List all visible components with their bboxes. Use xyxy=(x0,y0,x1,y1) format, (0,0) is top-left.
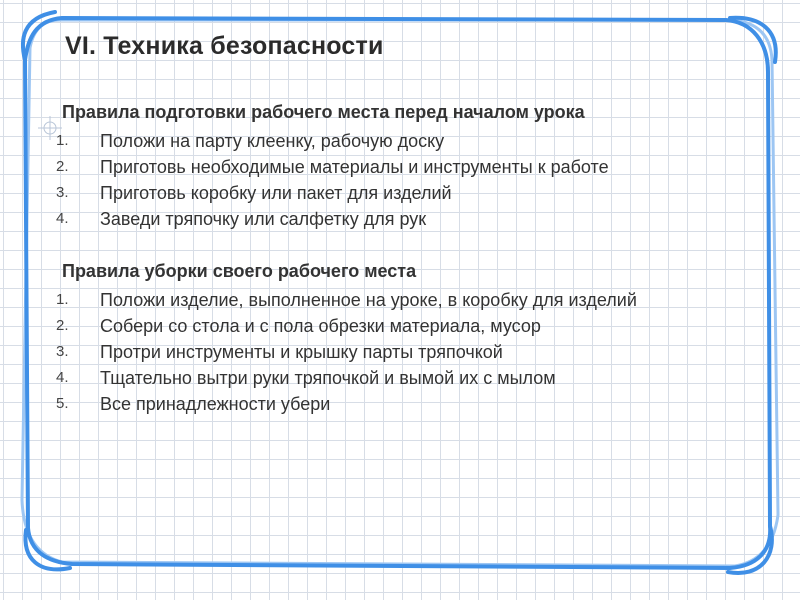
item-number: 3. xyxy=(56,184,69,201)
item-number: 4. xyxy=(56,210,69,227)
item-number: 4. xyxy=(56,369,69,386)
section-heading-preparation: Правила подготовки рабочего места перед началом урока xyxy=(62,102,585,122)
preparation-rules-list xyxy=(40,128,740,232)
item-text: Тщательно вытри руки тряпочкой и вымой их с мылом xyxy=(100,368,556,388)
cleanup-rules-list xyxy=(40,287,740,417)
list-item xyxy=(40,180,740,206)
item-text: Все принадлежности убери xyxy=(100,394,331,414)
item-number: 2. xyxy=(56,158,69,175)
slide-content xyxy=(40,28,760,568)
item-number: 3. xyxy=(56,343,69,360)
item-text: Собери со стола и с пола обрезки материала, мусор xyxy=(100,316,541,336)
list-item xyxy=(40,391,740,417)
item-text: Протри инструменты и крышку парты тряпочкой xyxy=(100,342,503,362)
list-item xyxy=(40,206,740,232)
item-number: 5. xyxy=(56,395,69,412)
item-text: Заведи тряпочку или салфетку для рук xyxy=(100,209,427,229)
item-number: 1. xyxy=(56,291,69,308)
list-item xyxy=(40,365,740,391)
item-text: Приготовь коробку или пакет для изделий xyxy=(100,183,452,203)
list-item xyxy=(40,154,740,180)
item-text: Приготовь необходимые материалы и инструменты к работе xyxy=(100,157,609,177)
list-item xyxy=(40,313,740,339)
item-text: Положи изделие, выполненное на уроке, в коробку для изделий xyxy=(100,290,637,310)
section-heading-cleanup: Правила уборки своего рабочего места xyxy=(62,261,417,281)
list-item xyxy=(40,287,740,313)
item-number: 2. xyxy=(56,317,69,334)
list-item xyxy=(40,339,740,365)
slide-title: VI. Техника безопасности xyxy=(65,32,384,60)
item-text: Положи на парту клеенку, рабочую доску xyxy=(100,131,445,151)
list-item xyxy=(40,128,740,154)
item-number: 1. xyxy=(56,132,69,149)
